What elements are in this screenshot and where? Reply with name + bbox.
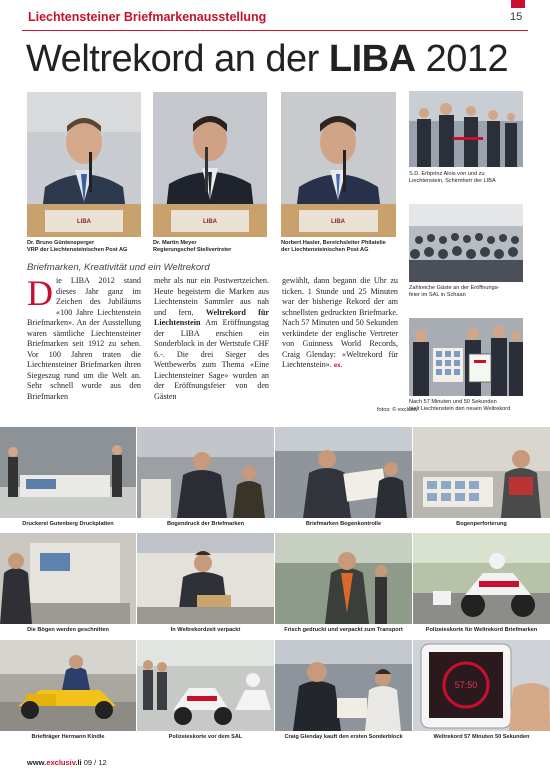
photo-record-display xyxy=(413,640,550,731)
caption-grid-3-2: Polizeieskorte vor dem SAL xyxy=(168,734,243,740)
photo-speaker-hasler xyxy=(281,92,396,237)
photo-glenday xyxy=(275,640,412,731)
section-kicker: Liechtensteiner Briefmarkenausstellung xyxy=(28,10,267,24)
caption-side-3: Nach 57 Minuten und 50 Sekunden hielt Liechtenstein den neuen Weltrekord xyxy=(409,399,511,412)
caption-grid-1-2: Bogendruck der Briefmarken xyxy=(166,521,245,527)
article-text-3: gewählt, dann begann die Uhr zu ticken. 1 Stunde und 25 Minuten war der bisherige Rekord der am schnellsten gedruckten Briefmarke. Nach 57 Minuten und 50 Sekunden verkündete der englische Vertreter von Guinness World Records, Craig Glenday: «Weltrekord für Liechtenstein». xyxy=(282,276,398,369)
caption-top-3: Norbert Hasler, Bereichsleiter Philatelie der Liechtensteinischen Post AG xyxy=(281,240,386,253)
photo-transport xyxy=(275,533,412,624)
photo-druckplatten xyxy=(0,427,136,518)
photo-speaker-guentensperger xyxy=(27,92,141,237)
page-title: Weltrekord an der LIBA 2012 xyxy=(26,38,509,80)
photo-polizeieskorte-sal xyxy=(137,640,274,731)
photo-world-record xyxy=(409,318,523,396)
photo-bogendruck xyxy=(137,427,274,518)
photo-credit: fotos: © exclusiv xyxy=(377,407,418,413)
end-mark: ex. xyxy=(333,363,343,369)
caption-grid-1-4: Bogenperforierung xyxy=(456,521,507,527)
photo-geschnitten xyxy=(0,533,136,624)
drop-cap: D xyxy=(27,273,53,313)
article-subhead: Briefmarken, Kreativität und ein Weltrekord xyxy=(27,262,210,273)
page-number: 15 xyxy=(510,11,523,23)
caption-side-2: Zahlreiche Gäste an der Eröffnungs- feier im SAL in Schaan xyxy=(409,285,500,298)
caption-side-1: S.D. Erbprinz Alois von und zu Liechtenstein, Schirmherr der LIBA xyxy=(409,171,496,184)
caption-grid-1-3: Briefmarken Bogenkontrolle xyxy=(305,521,382,527)
caption-grid-2-1: Die Bögen werden geschnitten xyxy=(27,627,109,633)
article-column-1 xyxy=(27,273,141,402)
caption-grid-2-3: Frisch gedruckt und verpackt zum Transport xyxy=(284,627,403,633)
photo-perforierung xyxy=(413,427,550,518)
svg-text:LIBA: LIBA xyxy=(203,219,217,225)
caption-grid-3-4: Weltrekord 57 Minuten 50 Sekunden xyxy=(433,734,530,740)
caption-grid-3-1: Briefträger Hermann Kindle xyxy=(31,734,105,740)
photo-verpackt xyxy=(137,533,274,624)
photo-brieftraeger xyxy=(0,640,136,731)
photo-guests xyxy=(409,204,523,282)
article-text-1: ie LIBA 2012 stand dieses Jahr ganz im Zeichen des Jubiläums «100 Jahre Liechtenstein Briefmarken». An der Ausstellung waren sämtliche Liechtensteiner Briefmarken seit 1912 zu sehen. Vor 100 Jahren traten die Liechtensteiner Briefmarken ihren Siegeszug rund um die Welt an. Sehr schnell wurde aus den Briefmarken xyxy=(27,276,141,401)
svg-text:LIBA: LIBA xyxy=(331,219,345,225)
caption-grid-2-2: In Weltrekordzeit verpackt xyxy=(170,627,241,633)
footer-issue: 09 / 12 xyxy=(83,758,107,767)
photo-erbprinz xyxy=(409,91,523,167)
article-column-2 xyxy=(154,276,269,402)
caption-grid-2-4: Polizeieskorte für Weltrekord Briefmarken xyxy=(425,627,538,633)
article-crosshead: Weltrekord für Liechtenstein xyxy=(154,307,269,327)
footer-site[interactable]: www.exclusiv.li 09 / 12 xyxy=(27,758,107,767)
photo-speaker-meyer xyxy=(153,92,267,237)
photo-polizeieskorte-1 xyxy=(413,533,550,624)
article-text-2b: Am Eröffnungstag der LIBA erschien ein Sonderblock in der Wertstufe CHF 6.-. Die drei Sieger des Wettbewerbs zum Thema «Eine Liechtensteiner Sage» wurden an der Eröffnungsfeier von den Gästen xyxy=(154,318,269,401)
svg-text:57:50: 57:50 xyxy=(454,680,478,690)
caption-grid-1-1: Druckerei Gutenberg Druckplatten xyxy=(22,521,114,527)
caption-top-2: Dr. Martin Meyer Regierungschef Stellvertreter xyxy=(153,240,232,253)
article-column-3 xyxy=(282,276,398,372)
photo-bogenkontrolle xyxy=(275,427,412,518)
caption-grid-3-3: Craig Glenday kauft den ersten Sonderblock xyxy=(284,734,403,740)
article-text-2a: mehr als nur ein Postwertzeichen. Heute begeistern die Marken aus Liechtenstein Sammler aus nah und fern. xyxy=(154,276,269,317)
red-tab xyxy=(511,0,525,8)
header-rule xyxy=(22,30,528,31)
caption-top-1: Dr. Bruno Güntensperger VRP der Liechtensteinischen Post AG xyxy=(27,240,128,253)
svg-text:LIBA: LIBA xyxy=(77,219,91,225)
